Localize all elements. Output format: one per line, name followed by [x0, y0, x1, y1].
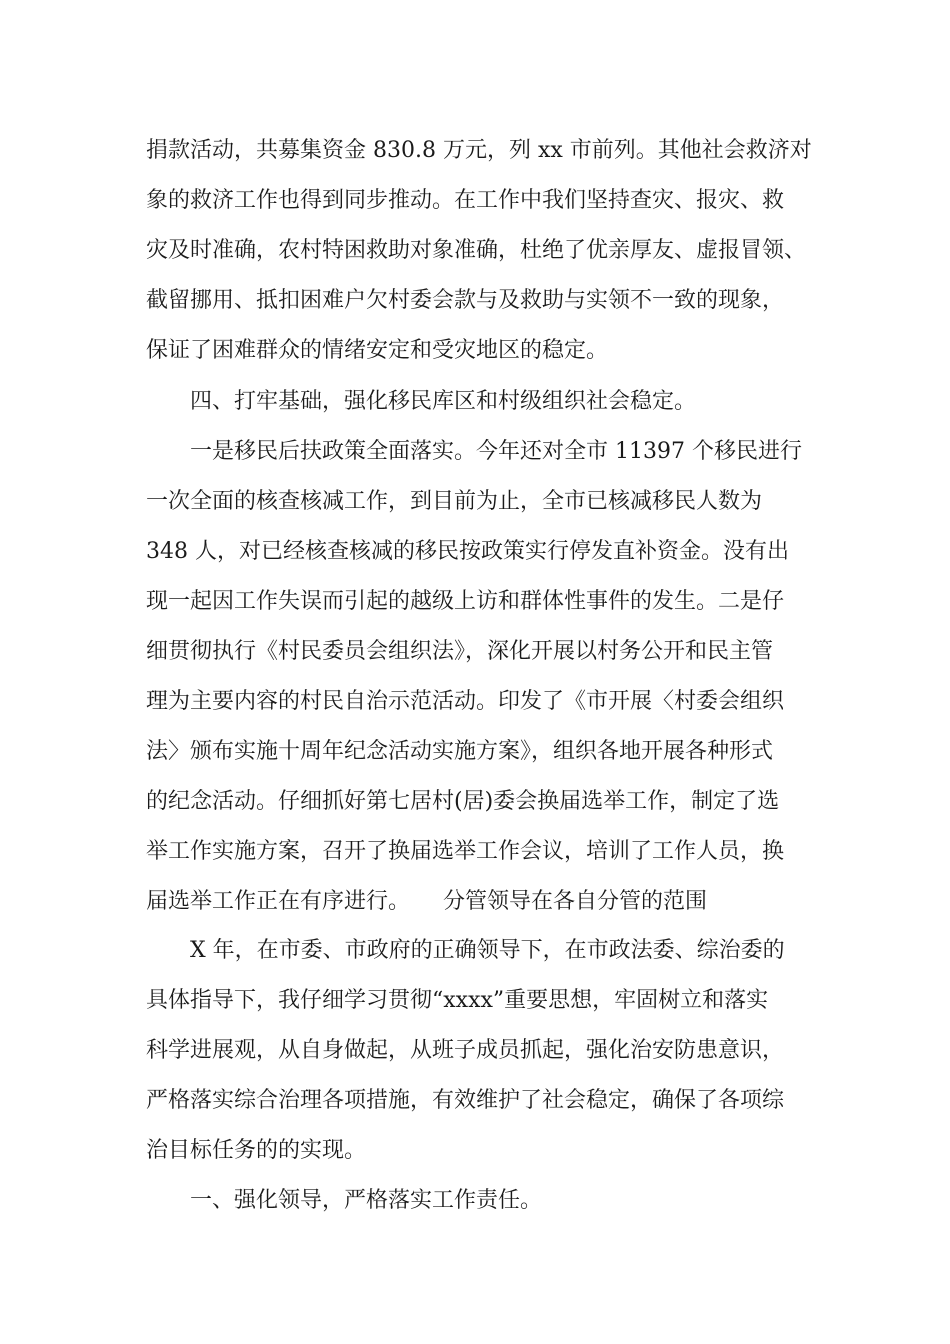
text-line: 科学进展观，从自身做起，从班子成员抓起，强化治安防患意识，	[146, 1038, 785, 1063]
section-heading: 四、打牢基础，强化移民库区和村级组织社会稳定。	[190, 389, 697, 414]
text-line: 的纪念活动。仔细抓好第七居村(居)委会换届选举工作，制定了选	[146, 789, 780, 814]
text-line: 348 人，对已经核查核减的移民按政策实行停发直补资金。没有出	[146, 539, 789, 564]
text-line: 保证了困难群众的情绪安定和受灾地区的稳定。	[146, 338, 609, 363]
text-line: 细贯彻执行《村民委员会组织法》，深化开展以村务公开和民主管	[146, 639, 774, 664]
text-line: 截留挪用、抵扣困难户欠村委会款与及救助与实领不一致的现象，	[146, 288, 785, 313]
text-line: 现一起因工作失误而引起的越级上访和群体性事件的发生。二是仔	[146, 589, 785, 614]
text-line: 一次全面的核查核减工作，到目前为止，全市已核减移民人数为	[146, 489, 763, 514]
text-line: 治目标任务的的实现。	[146, 1138, 367, 1163]
text-line: 捐款活动，共募集资金 830.8 万元，列 xx 市前列。其他社会救济对	[146, 138, 812, 163]
text-line: 象的救济工作也得到同步推动。在工作中我们坚持查灾、报灾、救	[146, 188, 785, 213]
text-line: 严格落实综合治理各项措施，有效维护了社会稳定，确保了各项综	[146, 1088, 785, 1113]
text-line: 灾及时准确，农村特困救助对象准确，杜绝了优亲厚友、虚报冒领、	[146, 238, 807, 263]
text-line: 一是移民后扶政策全面落实。今年还对全市 11397 个移民进行	[190, 439, 802, 464]
text-line: X 年，在市委、市政府的正确领导下，在市政法委、综治委的	[190, 938, 785, 963]
text-line: 法〉颁布实施十周年纪念活动实施方案》，组织各地开展各种形式	[146, 739, 774, 764]
section-heading: 一、强化领导，严格落实工作责任。	[190, 1188, 543, 1213]
text-line: 届选举工作正在有序进行。 分管领导在各自分管的范围	[146, 889, 708, 914]
text-line: 理为主要内容的村民自治示范活动。印发了《市开展〈村委会组织	[146, 689, 785, 714]
text-line: 具体指导下，我仔细学习贯彻“xxxx”重要思想，牢固树立和落实	[146, 988, 769, 1013]
text-line: 举工作实施方案，召开了换届选举工作会议，培训了工作人员，换	[146, 839, 785, 864]
